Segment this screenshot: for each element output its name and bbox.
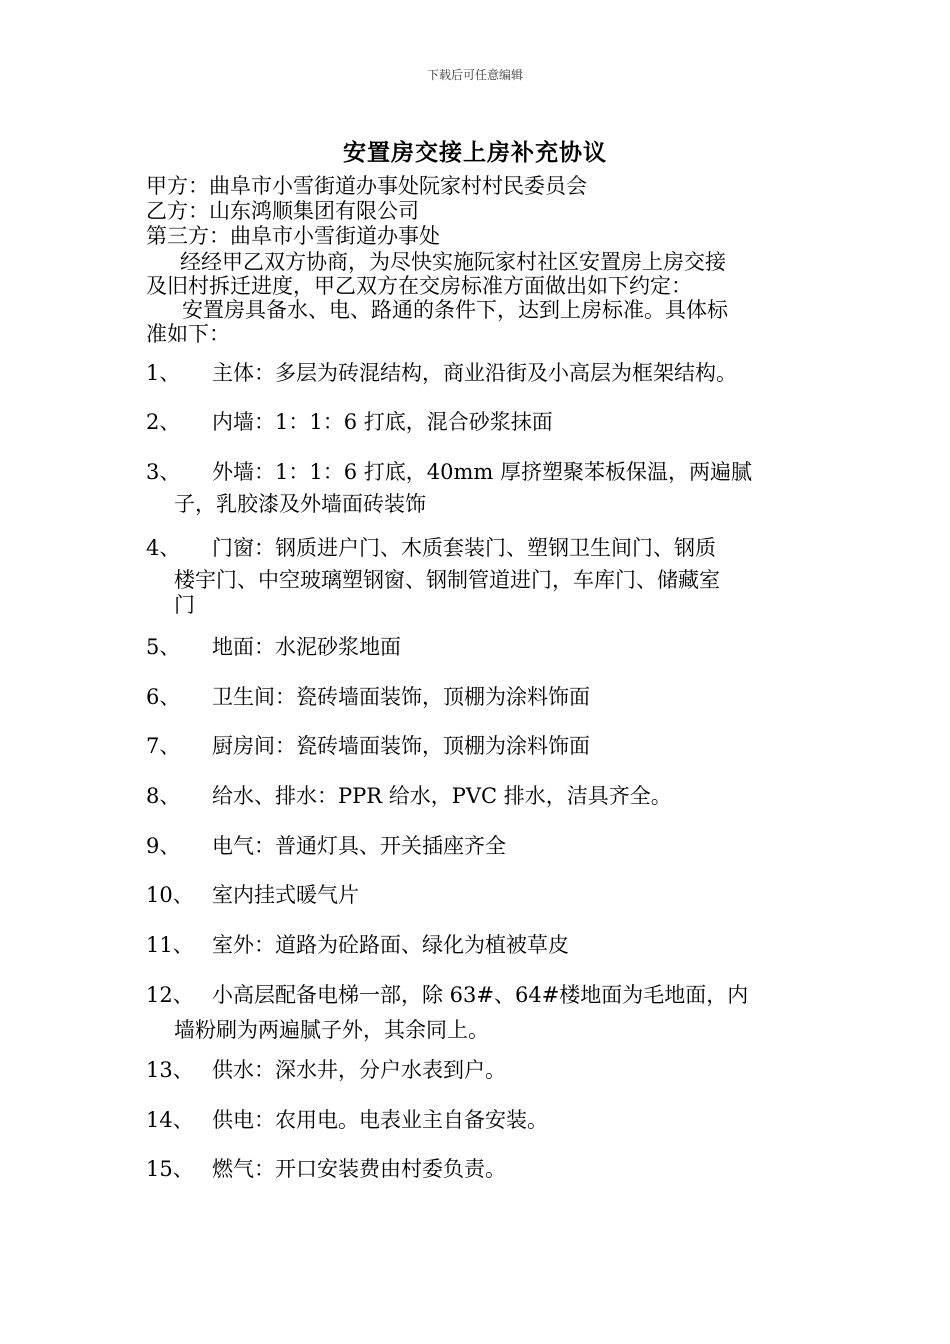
intro-line: 及旧村拆迁进度，甲乙双方在交房标准方面做出如下约定： xyxy=(146,274,692,298)
list-item xyxy=(146,630,810,664)
list-item xyxy=(146,829,810,863)
list-item-number: 5、 xyxy=(146,635,181,659)
list-item-number: 13、 xyxy=(146,1058,194,1082)
list-item xyxy=(146,1103,810,1137)
list-item-text: 燃气：开口安装费由村委负责。 xyxy=(212,1157,506,1181)
list-item-number: 3、 xyxy=(146,460,181,484)
list-item-text: 室内挂式暖气片 xyxy=(212,883,359,907)
list-item-continuation: 楼宇门、中空玻璃塑钢窗、钢制管道进门，车库门、储藏室 xyxy=(174,568,720,592)
list-item xyxy=(146,1053,810,1087)
list-item-text: 小高层配备电梯一部，除 63#、64#楼地面为毛地面，内 xyxy=(212,983,749,1007)
list-item-number: 7、 xyxy=(146,734,181,758)
list-item-text: 厨房间：瓷砖墙面装饰，顶棚为涂料饰面 xyxy=(212,734,590,758)
list-item-text: 电气：普通灯具、开关插座齐全 xyxy=(212,834,506,858)
list-item xyxy=(146,531,810,615)
party-b: 乙方：山东鸿顺集团有限公司 xyxy=(146,199,419,223)
intro-line-text: 经经甲乙双方协商，为尽快实施阮家村社区安置房上房交接 xyxy=(180,250,726,274)
list-item-text: 内墙：1：1：6 打底，混合砂浆抹面 xyxy=(212,410,553,434)
list-item xyxy=(146,680,810,714)
list-item-number: 2、 xyxy=(146,410,181,434)
standard-line-text: 安置房具备水、电、路通的条件下，达到上房标准。具体标 xyxy=(182,298,728,322)
list-item-continuation: 子，乳胶漆及外墙面砖装饰 xyxy=(174,492,426,516)
party-c: 第三方：曲阜市小雪街道办事处 xyxy=(146,224,440,248)
list-item-text: 地面：水泥砂浆地面 xyxy=(212,635,401,659)
document-title: 安置房交接上房补充协议 xyxy=(343,139,607,166)
list-item-text: 供水：深水井，分户水表到户。 xyxy=(212,1058,506,1082)
list-item-text: 门窗：钢质进户门、木质套装门、塑钢卫生间门、钢质 xyxy=(212,536,716,560)
intro-line xyxy=(146,250,810,274)
list-item-text: 卫生间：瓷砖墙面装饰，顶棚为涂料饰面 xyxy=(212,685,590,709)
header-note: 下载后可任意编辑 xyxy=(426,68,523,82)
list-item xyxy=(146,978,810,1048)
list-item xyxy=(146,729,810,763)
list-item-number: 15、 xyxy=(146,1157,194,1181)
standard-paragraph xyxy=(146,298,810,346)
list-item-number: 8、 xyxy=(146,784,181,808)
list-item xyxy=(146,405,810,439)
list-item-number: 6、 xyxy=(146,685,181,709)
standard-line xyxy=(146,298,810,322)
list-item-number: 4、 xyxy=(146,536,181,560)
list-item-continuation: 墙粉刷为两遍腻子外，其余同上。 xyxy=(174,1018,489,1042)
list-item-text: 主体：多层为砖混结构，商业沿街及小高层为框架结构。 xyxy=(212,361,737,385)
list-item-number: 1、 xyxy=(146,361,181,385)
list-item-number: 10、 xyxy=(146,883,194,907)
list-item xyxy=(146,356,810,390)
intro-paragraph xyxy=(146,250,810,298)
list-item xyxy=(146,928,810,962)
list-item-number: 14、 xyxy=(146,1108,194,1132)
list-item-continuation: 门 xyxy=(174,593,195,617)
list-item xyxy=(146,1152,810,1186)
list-item-text: 外墙：1：1：6 打底，40mm 厚挤塑聚苯板保温，两遍腻 xyxy=(212,460,752,484)
standard-line: 准如下： xyxy=(146,322,230,346)
party-a: 甲方：曲阜市小雪街道办事处阮家村村民委员会 xyxy=(146,174,587,198)
list-item xyxy=(146,455,810,519)
list-item-text: 供电：农用电。电表业主自备安装。 xyxy=(212,1108,548,1132)
list-item-number: 12、 xyxy=(146,983,194,1007)
list-item xyxy=(146,779,810,813)
list-item-text: 给水、排水：PPR 给水，PVC 排水，洁具齐全。 xyxy=(212,784,672,808)
list-item-number: 11、 xyxy=(146,933,194,957)
list-item-text: 室外：道路为砼路面、绿化为植被草皮 xyxy=(212,933,569,957)
list-item-number: 9、 xyxy=(146,834,181,858)
list-item xyxy=(146,878,810,912)
